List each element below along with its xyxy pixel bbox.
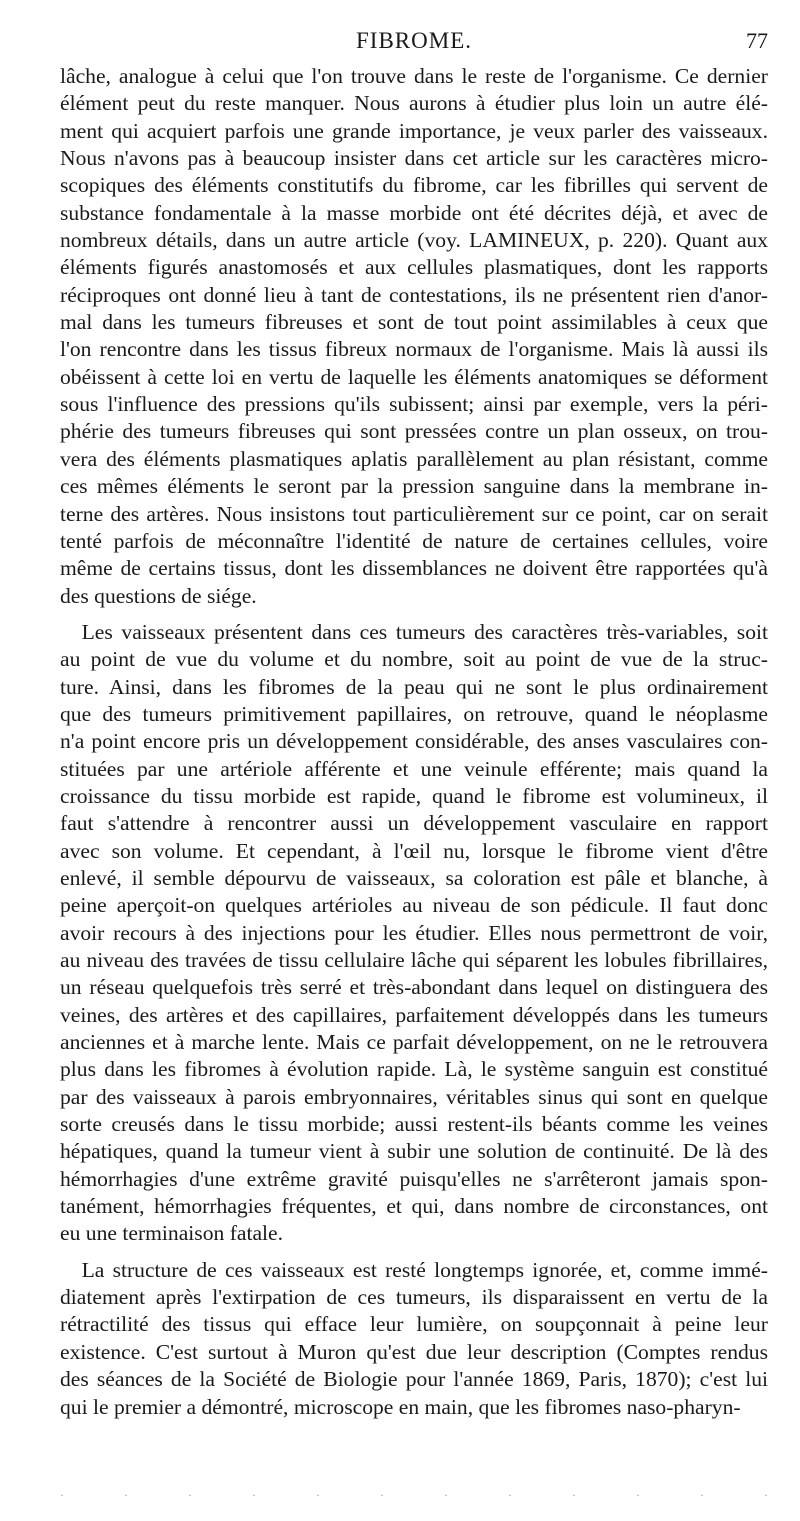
text-line: plus dans les fibromes à évolution rapide. Là, le système sanguin est constitué	[60, 1057, 768, 1082]
text-line: scopiques des éléments constitutifs du fibrome, car les fibrilles qui servent de	[60, 173, 768, 198]
text-line: ment qui acquiert parfois une grande importance, je veux parler des vaisseaux.	[60, 118, 768, 143]
text-line: veines, des artères et des capillaires, parfaitement développés dans les tumeurs	[60, 1002, 768, 1027]
text-line: Les vaisseaux présentent dans ces tumeurs des caractères très-variables, soit	[81, 619, 768, 644]
text-line: un réseau quelquefois très serré et très-abondant dans lequel on distinguera des	[60, 975, 768, 1000]
text-line: hépatiques, quand la tumeur vient à subir une solution de continuité. De là des	[60, 1139, 768, 1164]
text-line: stituées par une artériole afférente et une veinule efférente; mais quand la	[60, 756, 768, 781]
text-line: croissance du tissu morbide est rapide, quand le fibrome est volumineux, il	[60, 783, 768, 808]
text-line: même de certains tissus, dont les dissemblances ne doivent être rapportées qu'à	[60, 556, 768, 581]
text-line: réciproques ont donné lieu à tant de contestations, ils ne présentent rien d'anor-	[60, 282, 768, 307]
text-line: peine aperçoit-on quelques artérioles au niveau de son pédicule. Il faut donc	[60, 893, 768, 918]
text-line: diatement après l'extirpation de ces tumeurs, ils disparaissent en vertu de la	[60, 1285, 768, 1310]
text-line: n'a point encore pris un développement considérable, des anses vasculaires con-	[60, 729, 768, 754]
paragraph	[60, 63, 768, 610]
paragraph-gap	[60, 610, 768, 619]
text-line: nombreux détails, dans un autre article (voy. LAMINEUX, p. 220). Quant aux	[60, 228, 768, 253]
text-line: ces mêmes éléments le seront par la pression sanguine dans la membrane in-	[60, 474, 768, 499]
text-line: anciennes et à marche lente. Mais ce parfait développement, on ne le retrouvera	[60, 1030, 768, 1055]
text-line: enlevé, il semble dépourvu de vaisseaux, sa coloration est pâle et blanche, à	[60, 865, 768, 890]
text-line: des questions de siége.	[60, 583, 257, 608]
text-line: que des tumeurs primitivement papillaires, on retrouve, quand le néoplasme	[60, 701, 768, 726]
text-line: Nous n'avons pas à beaucoup insister dans cet article sur les caractères micro-	[60, 146, 768, 171]
paragraph	[60, 619, 768, 1248]
paragraph-gap	[60, 1248, 768, 1257]
page-header	[60, 28, 768, 62]
body-text	[60, 63, 768, 1421]
text-line: substance fondamentale à la masse morbide ont été décrites déjà, et avec de	[60, 200, 768, 225]
text-line: faut s'attendre à rencontrer aussi un développement vasculaire en rapport	[60, 811, 768, 836]
text-line: hémorrhagies d'une extrême gravité puisqu'elles ne s'arrêteront jamais spon-	[60, 1166, 768, 1191]
text-line: mal dans les tumeurs fibreuses et sont de tout point assimilables à ceux que	[60, 310, 768, 335]
text-line: par des vaisseaux à parois embryonnaires, véritables sinus qui sont en quelque	[60, 1084, 768, 1109]
text-line: vera des éléments plasmatiques aplatis parallèlement au plan résistant, comme	[60, 446, 768, 471]
text-line: élément peut du reste manquer. Nous aurons à étudier plus loin un autre élé-	[60, 91, 768, 116]
paragraph	[60, 1257, 768, 1421]
page-number: 77	[746, 28, 768, 53]
text-line: existence. C'est surtout à Muron qu'est due leur description (Comptes rendus	[60, 1339, 768, 1364]
text-line: lâche, analogue à celui que l'on trouve dans le reste de l'organisme. Ce dernier	[60, 64, 768, 88]
text-line: tanément, hémorrhagies fréquentes, et qui, dans nombre de circonstances, ont	[60, 1194, 768, 1219]
text-line: avoir recours à des injections pour les étudier. Elles nous permettront de voir,	[60, 920, 768, 945]
text-line: avec son volume. Et cependant, à l'œil nu, lorsque le fibrome vient d'être	[60, 838, 768, 863]
text-line: ture. Ainsi, dans les fibromes de la peau qui ne sont le plus ordinairement	[60, 674, 768, 699]
text-line: obéissent à cette loi en vertu de laquelle les éléments anatomiques se déforment	[60, 364, 768, 389]
text-line: l'on rencontre dans les tissus fibreux normaux de l'organisme. Mais là aussi ils	[60, 337, 768, 362]
text-line: qui le premier a démontré, microscope en main, que les fibromes naso-pharyn-	[60, 1394, 741, 1419]
text-line: terne des artères. Nous insistons tout particulièrement sur ce point, car on serait	[60, 501, 768, 526]
running-title: FIBROME.	[356, 28, 472, 53]
text-line: sous l'influence des pressions qu'ils subissent; ainsi par exemple, vers la péri-	[60, 392, 768, 417]
text-line: tenté parfois de méconnaître l'identité de nature de certaines cellules, voire	[60, 528, 768, 553]
text-line: La structure de ces vaisseaux est resté longtemps ignorée, et, comme immé-	[81, 1257, 768, 1282]
text-line: au point de vue du volume et du nombre, soit au point de vue de la struc-	[60, 647, 768, 672]
scan-artifact-marks: · · · · · · · · · · · ·	[60, 1488, 768, 1502]
text-line: phérie des tumeurs fibreuses qui sont pressées contre un plan osseux, on trou-	[60, 419, 768, 444]
text-line: eu une terminaison fatale.	[60, 1221, 284, 1246]
text-line: rétractilité des tissus qui efface leur lumière, on soupçonnait à peine leur	[60, 1312, 768, 1337]
text-line: au niveau des travées de tissu cellulaire lâche qui séparent les lobules fibrillaires,	[60, 948, 768, 972]
text-line: éléments figurés anastomosés et aux cellules plasmatiques, dont les rapports	[60, 255, 768, 280]
text-line: sorte creusés dans le tissu morbide; aussi restent-ils béants comme les veines	[60, 1112, 768, 1137]
text-line: des séances de la Société de Biologie pour l'année 1869, Paris, 1870); c'est lui	[60, 1367, 768, 1392]
